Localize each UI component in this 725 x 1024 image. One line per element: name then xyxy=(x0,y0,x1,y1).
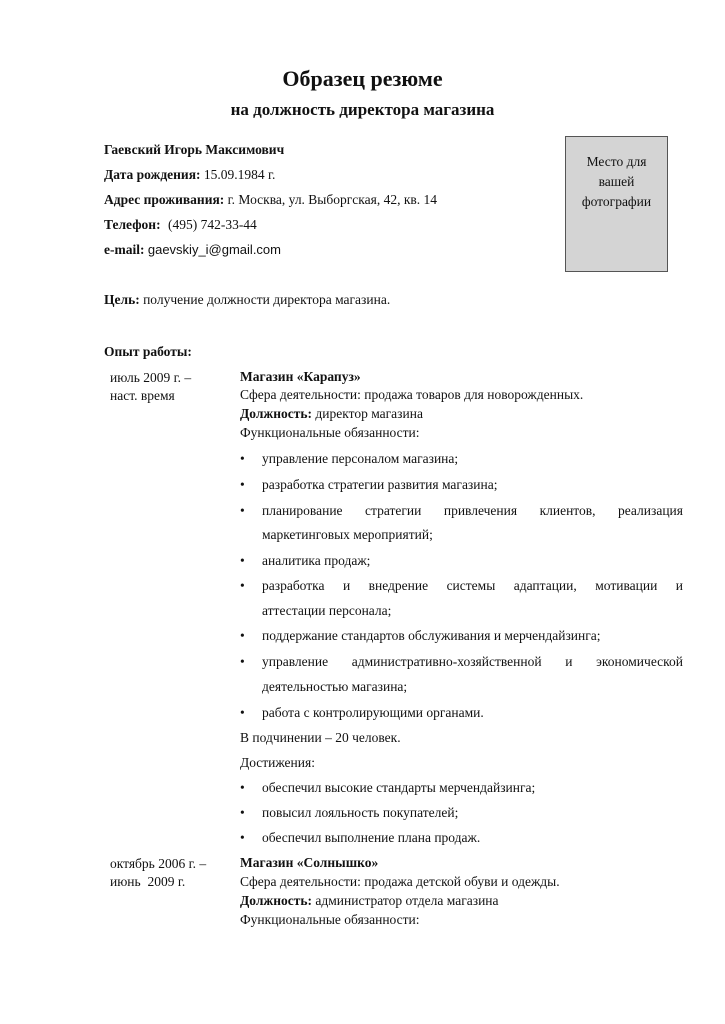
job-position-value: директор магазина xyxy=(315,406,423,421)
duty-item: аналитика продаж; xyxy=(262,553,371,568)
candidate-name: Гаевский Игорь Максимович xyxy=(104,142,285,157)
email-value: gaevskiy_i@gmail.com xyxy=(147,242,281,257)
photo-placeholder xyxy=(565,136,668,272)
bullet-point: • xyxy=(240,830,245,845)
job-sphere: Сфера деятельности: продажа товаров для новорожденных. xyxy=(240,387,584,402)
bullet-point: • xyxy=(240,805,245,820)
job-position-value: администратор отдела магазина xyxy=(315,893,499,908)
duty-item: разработка стратегии развития магазина; xyxy=(262,477,498,492)
job-period xyxy=(110,369,191,405)
birth-date-value: 15.09.1984 г. xyxy=(203,167,276,182)
job-company: Магазин «Солнышко» xyxy=(240,855,379,870)
page-subtitle: на должность директора магазина xyxy=(230,100,495,119)
job-position-label: Должность: xyxy=(240,406,313,421)
achievement-item: обеспечил выполнение плана продаж. xyxy=(262,830,481,845)
address-value: г. Москва, ул. Выборгская, 42, кв. 14 xyxy=(227,192,438,207)
address-label: Адрес проживания: xyxy=(104,192,225,207)
experience-heading: Опыт работы: xyxy=(104,344,192,359)
duty-item: управление персоналом магазина; xyxy=(262,451,459,466)
bullet-point: • xyxy=(240,553,245,568)
job-duties-label: Функциональные обязанности: xyxy=(240,912,420,927)
goal-label: Цель: xyxy=(104,292,140,307)
job-sphere: Сфера деятельности: продажа детской обуви и одежды. xyxy=(240,874,560,889)
photo-line: Место для xyxy=(586,154,647,169)
duty-item: поддержание стандартов обслуживания и мерчендайзинга; xyxy=(262,628,601,643)
job-period xyxy=(110,855,206,891)
bullet-point: • xyxy=(240,780,245,795)
bullet-point: • xyxy=(240,578,245,593)
bullet-point: • xyxy=(240,477,245,492)
duty-item-continuation: деятельностью магазина; xyxy=(262,679,408,694)
duty-item: разработка и внедрение системы адаптации, мотивации и xyxy=(262,578,683,593)
photo-placeholder-text xyxy=(567,152,667,212)
job-duties-label: Функциональные обязанности: xyxy=(240,425,420,440)
phone-row xyxy=(104,217,257,233)
duty-item-continuation: аттестации персонала; xyxy=(262,603,392,618)
goal-row xyxy=(104,292,390,308)
duty-item: управление административно-хозяйственной и экономической xyxy=(262,654,683,669)
job-subordinates: В подчинении – 20 человек. xyxy=(240,730,401,745)
job-position xyxy=(240,406,423,422)
bullet-point: • xyxy=(240,503,245,518)
phone-value: (495) 742-33-44 xyxy=(167,217,257,232)
bullet-point: • xyxy=(240,628,245,643)
job-company: Магазин «Карапуз» xyxy=(240,369,361,384)
bullet-point: • xyxy=(240,451,245,466)
duty-item: планирование стратегии привлечения клиентов, реализация xyxy=(262,503,683,518)
job-achievements-label: Достижения: xyxy=(240,755,315,770)
photo-line: фотографии xyxy=(581,194,652,209)
email-row xyxy=(104,242,281,258)
bullet-point: • xyxy=(240,654,245,669)
job-position-label: Должность: xyxy=(240,893,313,908)
address-row xyxy=(104,192,437,208)
phone-label: Телефон: xyxy=(104,217,161,232)
duty-item: работа с контролирующими органами. xyxy=(262,705,484,720)
bullet-point: • xyxy=(240,705,245,720)
job-period-start: октябрь 2006 г. – xyxy=(110,856,207,871)
job-period-start: июль 2009 г. – xyxy=(110,370,192,385)
achievement-item: повысил лояльность покупателей; xyxy=(262,805,459,820)
job-period-end: наст. время xyxy=(110,388,175,403)
duty-item-continuation: маркетинговых мероприятий; xyxy=(262,527,433,542)
job-position xyxy=(240,893,499,909)
job-period-end: июнь 2009 г. xyxy=(110,874,186,889)
achievement-item: обеспечил высокие стандарты мерчендайзинга; xyxy=(262,780,536,795)
photo-line: вашей xyxy=(598,174,635,189)
email-label: e-mail: xyxy=(104,242,145,257)
goal-value: получение должности директора магазина. xyxy=(143,292,391,307)
birth-date-label: Дата рождения: xyxy=(104,167,201,182)
birth-date-row xyxy=(104,167,275,183)
page-title: Образец резюме xyxy=(282,66,443,91)
